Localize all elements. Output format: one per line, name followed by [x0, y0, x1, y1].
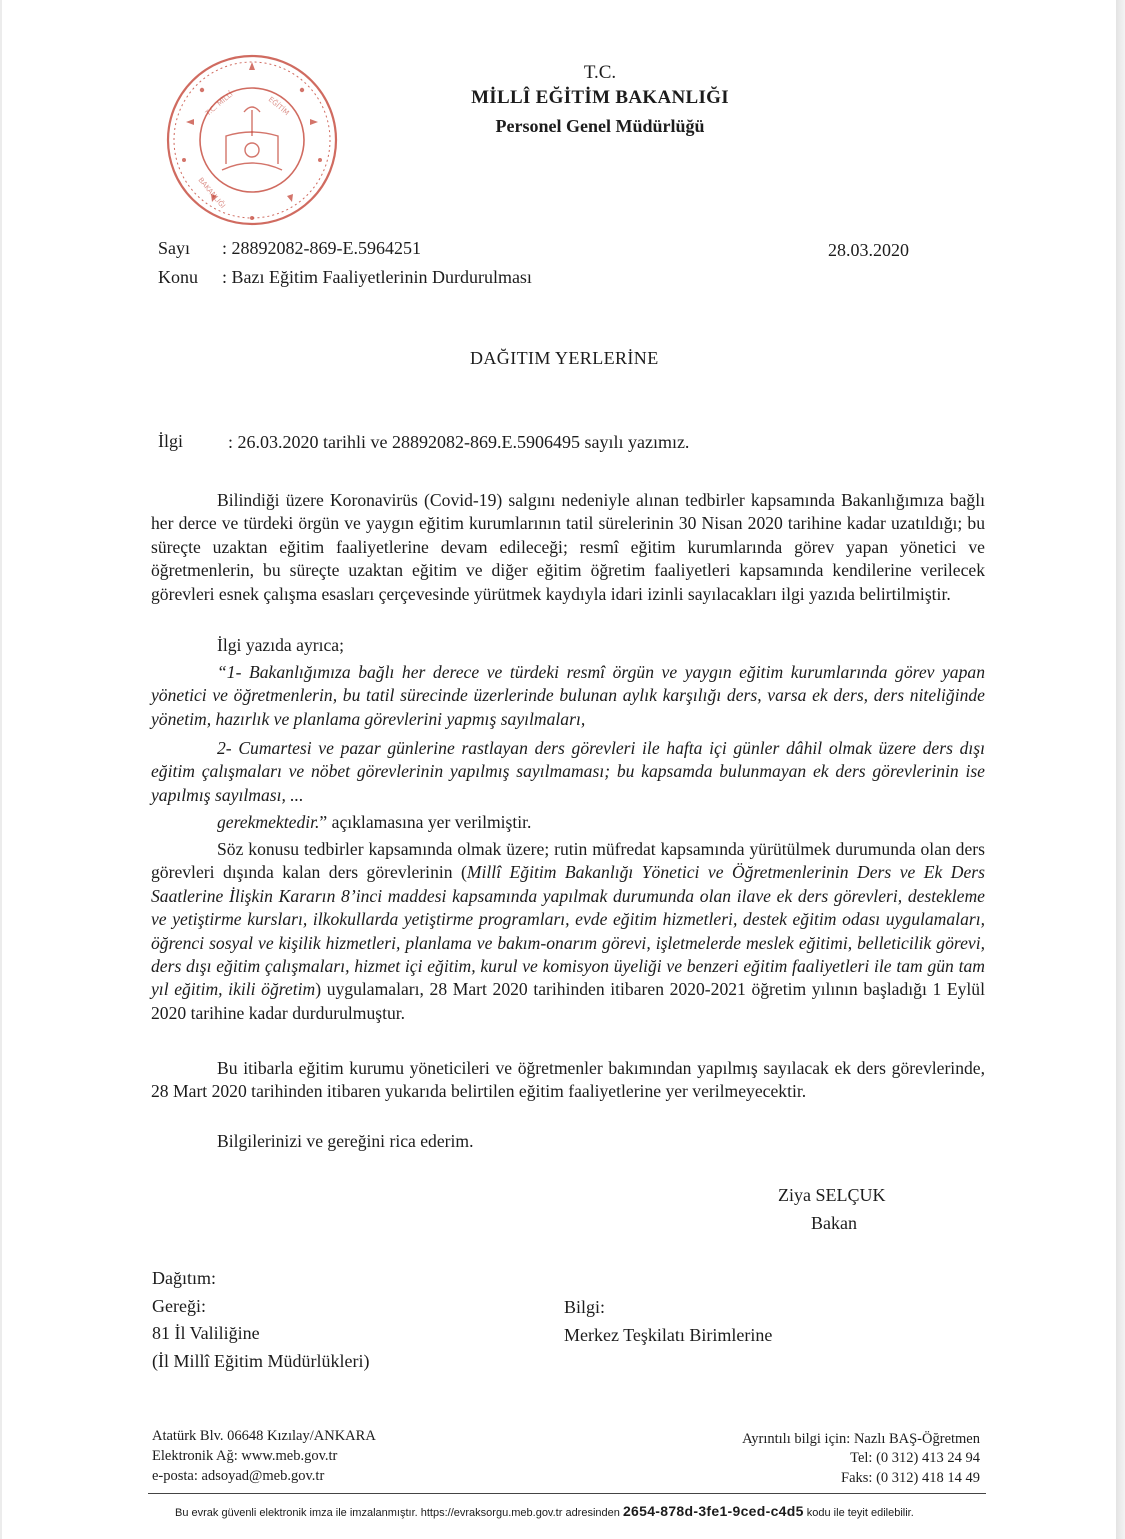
footer-fax: Faks: (0 312) 418 14 49	[841, 1470, 980, 1486]
konu-value: : Bazı Eğitim Faaliyetlerinin Durdurulması	[222, 267, 532, 287]
svg-text:BAKANLIĞI: BAKANLIĞI	[196, 176, 227, 211]
footer-tel: Tel: (0 312) 413 24 94	[850, 1450, 980, 1466]
body-paragraph-5: Bilgilerinizi ve gereğini rica ederim.	[217, 1131, 474, 1151]
quote-item-1: “1- Bakanlığımıza bağlı her derece ve türdeki resmî örgün ve yaygın eğitim kurumlarında görev yapan yönetici ve öğretmenlerin, bu tatil sürecinde üzerlerinde bulunan aylık karşılığı ders, varsa ek ders, ders niteliğinde yönetim, hazırlık ve planlama görevlerini yapmış sayılmaları,	[151, 662, 985, 729]
body-paragraph-4: Bu itibarla eğitim kurumu yöneticileri ve öğretmenler bakımından yapılmış sayılacak ek ders görevlerinde, 28 Mart 2020 tarihinden itibaren yukarıda belirtilen eğitim faaliyetlerine yer verilmeyecektir.	[151, 1058, 985, 1102]
gereği-line-1: 81 İl Valiliğine	[152, 1323, 260, 1343]
body-paragraph-2: İlgi yazıda ayrıca;	[217, 635, 344, 655]
footer-contact: Ayrıntılı bilgi için: Nazlı BAŞ-Öğretmen	[742, 1431, 980, 1447]
header-country: T.C.	[583, 62, 617, 83]
svg-text:EĞİTİM: EĞİTİM	[266, 95, 291, 118]
ilgi-label: İlgi	[158, 431, 183, 451]
verification-suffix: kodu ile teyit edilebilir.	[806, 1507, 914, 1519]
p3-start: Söz konusu tedbirler kapsamında olmak üzere; rutin müfredat kapsamında yürütülmek durumunda olan ders görevleri dışında kalan ders görevlerinin (	[151, 839, 985, 883]
svg-text:T.C. MİLLÎ: T.C. MİLLÎ	[204, 90, 235, 118]
sayi-label: Sayı	[158, 238, 191, 258]
signatory-name: Ziya SELÇUK	[778, 1185, 886, 1205]
p3-end: ) uygulamaları, 28 Mart 2020 tarihinden itibaren 2020-2021 öğretim yılının başladığı 1 Eylül 2020 tarihine kadar durdurulmuştur.	[151, 979, 985, 1023]
ilgi-value: : 26.03.2020 tarihli ve 28892082-869.E.5906495 sayılı yazımız.	[228, 432, 690, 452]
quote-closing-italic: gerekmektedir.	[217, 812, 320, 832]
page-edge-shadow	[1116, 0, 1125, 1539]
gereği-line-2: (İl Millî Eğitim Müdürlükleri)	[152, 1351, 370, 1371]
signatory-title: Bakan	[811, 1213, 857, 1233]
footer-address: Atatürk Blv. 06648 Kızılay/ANKARA	[152, 1428, 376, 1444]
konu-label: Konu	[158, 267, 198, 287]
body-paragraph-3	[151, 838, 985, 1025]
gereği-label: Gereği:	[152, 1296, 206, 1316]
header-directorate: Personel Genel Müdürlüğü	[495, 116, 705, 136]
document-date: 28.03.2020	[828, 240, 909, 260]
verification-code: 2654-878d-3fe1-9ced-c4d5	[622, 1503, 804, 1519]
recipient-heading: DAĞITIM YERLERİNE	[470, 348, 659, 368]
p3-italic: Millî Eğitim Bakanlığı Yönetici ve Öğretmenlerinin Ders ve Ek Ders Saatlerine İlişkin Kararın 8’inci maddesi kapsamında yapılmak durumunda olan ilave ek ders görevleri, destekleme ve yetiştirme kursları, ilkokullarda yetiştirme programları, evde eğitim hizmetleri, destek eğitim odası uygulamaları, öğrenci sosyal ve kişilik hizmetleri, planlama ve bakım-onarım görevi, işletmelerde meslek eğitimi, belleticilik görevi, ders dışı eğitim çalışmaları, hizmet içi eğitim, kurul ve komisyon üyeliği ve benzeri eğitim faaliyetleri ile tam gün tam yıl eğitim, ikili öğretim	[151, 862, 986, 1000]
bilgi-label: Bilgi:	[564, 1297, 606, 1317]
footer-divider	[148, 1493, 986, 1494]
page-edge	[0, 0, 2, 1539]
bilgi-line-1: Merkez Teşkilatı Birimlerine	[564, 1325, 773, 1345]
verification-prefix: Bu evrak güvenli elektronik imza ile imzalanmıştır. https://evraksorgu.meb.gov.tr adresinden	[175, 1507, 620, 1519]
quote-closing-rest: ” açıklamasına yer verilmiştir.	[319, 812, 532, 832]
verification-line	[175, 1503, 914, 1519]
footer-email: e-posta: adsoyad@meb.gov.tr	[152, 1468, 325, 1484]
header-ministry: MİLLÎ EĞİTİM BAKANLIĞI	[471, 87, 729, 108]
body-paragraph-1: Bilindiği üzere Koronavirüs (Covid-19) salgını nedeniyle alınan tedbirler kapsamında Bakanlığımıza bağlı her derce ve türdeki örgün ve yaygın eğitim kurumlarının tatil sürelerinin 30 Nisan 2020 tarihine kadar uzatıldığı; bu süreçte uzaktan eğitim faaliyetlerine devam edileceği; resmî eğitim kurumlarında görev yapan yönetici ve öğretmenlerin, bu süreçte uzaktan eğitim ve diğer eğitim öğretim faaliyetleri kapsamında kendilerine verilecek görevleri esnek çalışma esasları çerçevesinde yürütmek kaydıyla idari izinli sayılacakları ilgi yazıda belirtilmiştir.	[151, 490, 985, 604]
distribution-label: Dağıtım:	[152, 1268, 216, 1288]
quote-closing	[217, 811, 531, 834]
quote-item-2: 2- Cumartesi ve pazar günlerine rastlayan ders görevleri ile hafta içi günler dâhil olmak üzere ders dışı eğitim çalışmaları ve nöbet görevlerinin yapılmış sayılmaması; bu kapsamda bulunmayan ek ders görevlerinin ise yapılmış sayılması, ...	[151, 738, 985, 805]
ministry-seal-icon	[164, 52, 340, 228]
footer-web: Elektronik Ağ: www.meb.gov.tr	[152, 1448, 338, 1464]
sayi-value: : 28892082-869-E.5964251	[222, 238, 421, 258]
